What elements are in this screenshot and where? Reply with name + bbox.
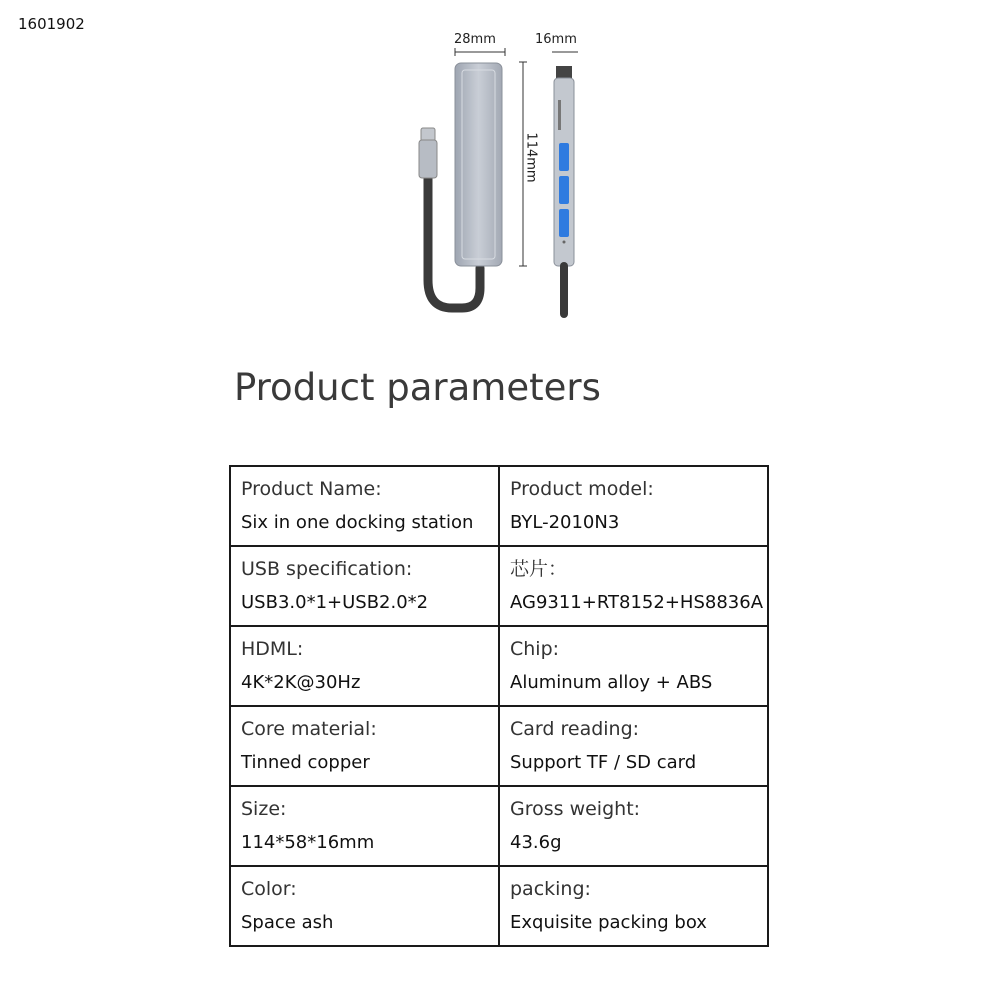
param-label: Color: xyxy=(241,878,297,900)
param-value: 114*58*16mm xyxy=(241,832,375,853)
table-cell xyxy=(230,546,499,626)
param-value: USB3.0*1+USB2.0*2 xyxy=(241,592,429,613)
table-row xyxy=(230,466,768,546)
param-label: Core material: xyxy=(241,718,377,740)
param-label: HDML: xyxy=(241,638,304,660)
param-label: Product Name: xyxy=(241,478,382,500)
table-cell xyxy=(230,466,499,546)
param-value: 43.6g xyxy=(510,832,562,853)
param-label: 芯片： xyxy=(510,558,568,580)
table-cell xyxy=(499,866,768,946)
param-label: Product model: xyxy=(510,478,654,500)
param-label: Size: xyxy=(241,798,287,820)
table-row xyxy=(230,866,768,946)
depth-dimension-label: 16mm xyxy=(535,32,577,47)
parameters-table xyxy=(229,465,769,947)
page-title: Product parameters xyxy=(234,366,601,409)
table-cell xyxy=(230,786,499,866)
table-cell xyxy=(499,466,768,546)
param-value: Six in one docking station xyxy=(241,512,474,533)
table-cell xyxy=(230,706,499,786)
param-label: Gross weight: xyxy=(510,798,641,820)
param-value: AG9311+RT8152+HS8836A xyxy=(510,592,764,613)
param-value: BYL-2010N3 xyxy=(510,512,620,533)
param-label: packing: xyxy=(510,878,591,900)
table-row xyxy=(230,786,768,866)
param-label: USB specification: xyxy=(241,558,413,580)
width-dimension-label: 28mm xyxy=(454,32,496,47)
table-cell xyxy=(499,546,768,626)
param-value: Tinned copper xyxy=(241,752,370,773)
param-value: Support TF / SD card xyxy=(510,752,697,773)
table-cell xyxy=(499,786,768,866)
table-cell xyxy=(230,866,499,946)
param-value: Exquisite packing box xyxy=(510,912,707,933)
docking-station-illustration xyxy=(400,30,640,330)
product-sku: 1601902 xyxy=(18,15,85,33)
param-value: Space ash xyxy=(241,912,334,933)
param-value: 4K*2K@30Hz xyxy=(241,672,361,693)
table-cell xyxy=(499,706,768,786)
table-row xyxy=(230,706,768,786)
table-cell xyxy=(499,626,768,706)
table-row xyxy=(230,626,768,706)
table-cell xyxy=(230,626,499,706)
param-label: Chip: xyxy=(510,638,560,660)
length-dimension-label: 114mm xyxy=(523,132,539,183)
param-value: Aluminum alloy + ABS xyxy=(510,672,713,693)
table-row xyxy=(230,546,768,626)
param-label: Card reading: xyxy=(510,718,640,740)
